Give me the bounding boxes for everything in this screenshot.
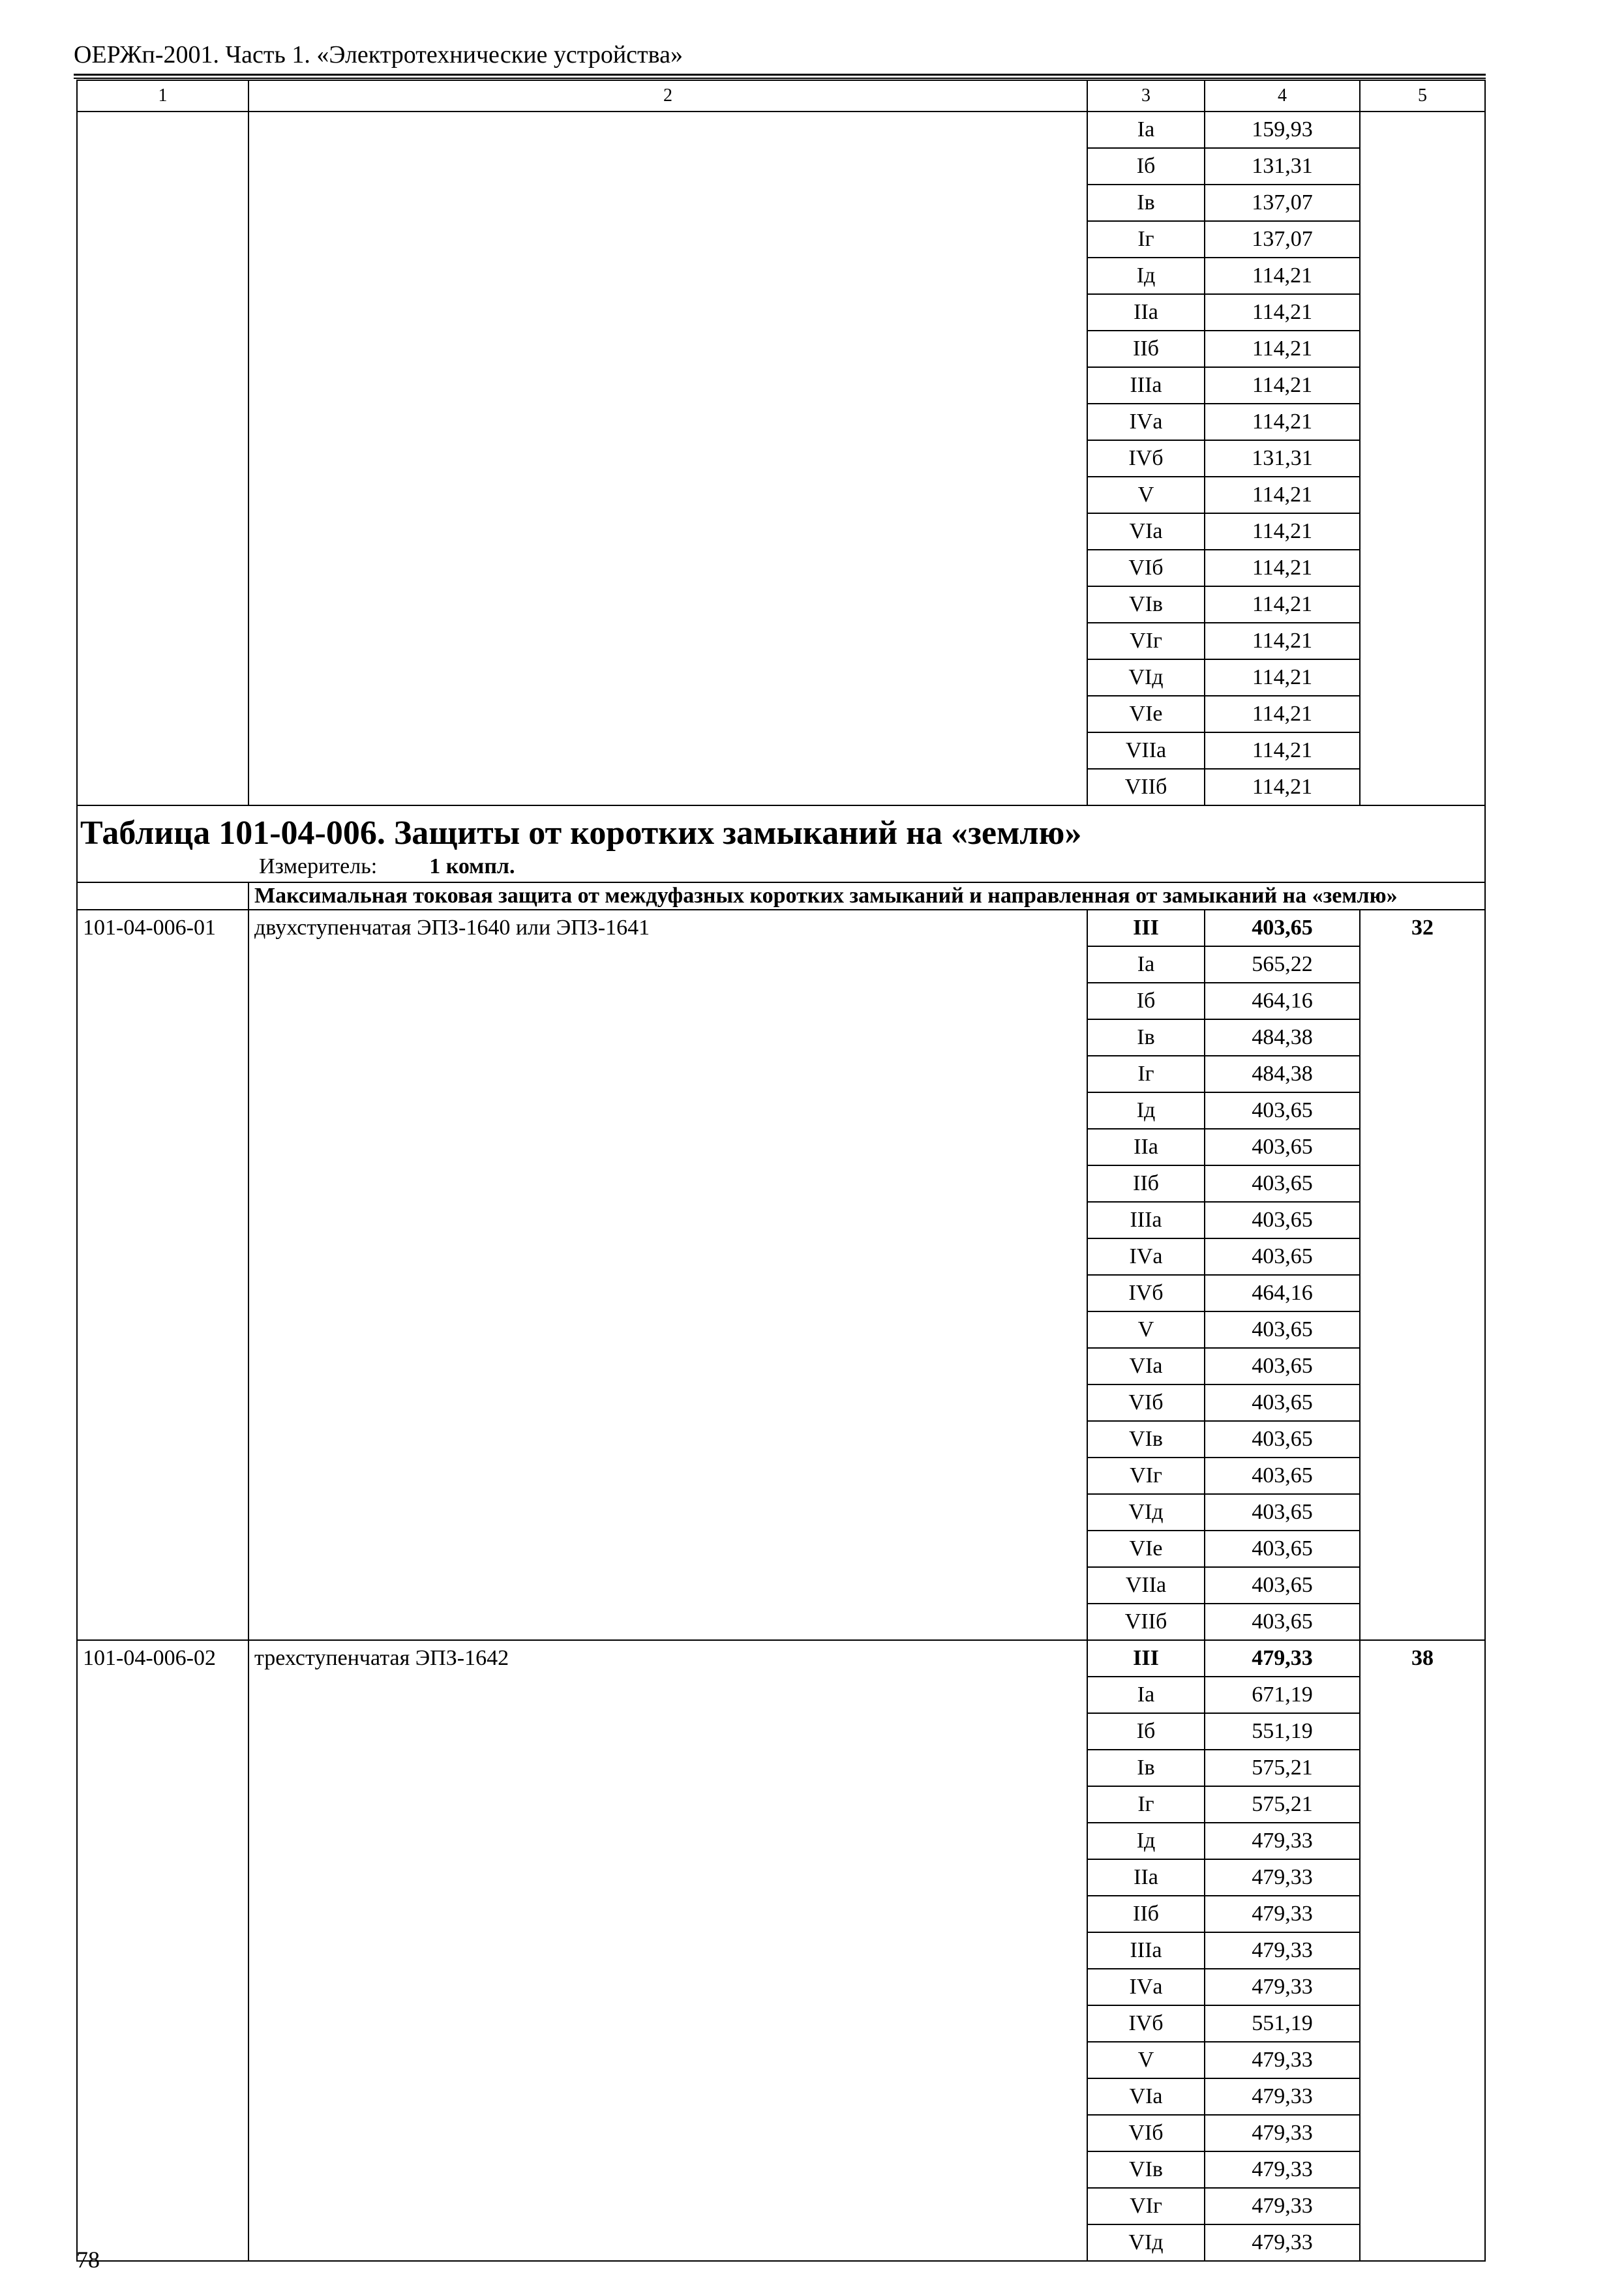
category-cell: Iг <box>1087 1786 1205 1823</box>
category-cell: V <box>1087 477 1205 513</box>
value-cell: 114,21 <box>1205 696 1360 732</box>
category-cell: VIг <box>1087 1458 1205 1494</box>
value-cell: 114,21 <box>1205 513 1360 550</box>
category-cell: Iа <box>1087 946 1205 983</box>
category-cell: IVа <box>1087 1238 1205 1275</box>
column-number-row <box>77 80 1485 112</box>
value-cell: 114,21 <box>1205 732 1360 769</box>
category-cell: IIб <box>1087 331 1205 367</box>
value-cell: 114,21 <box>1205 367 1360 404</box>
value-cell: 484,38 <box>1205 1019 1360 1056</box>
measure-value: 1 компл. <box>429 854 515 878</box>
category-cell: VIд <box>1087 1494 1205 1531</box>
category-cell: IVа <box>1087 404 1205 440</box>
item-code: 101-04-006-02 <box>77 1640 248 2261</box>
category-cell: IIIа <box>1087 1932 1205 1969</box>
value-cell: 403,65 <box>1205 1421 1360 1458</box>
value-cell: 114,21 <box>1205 586 1360 623</box>
category-cell: Iд <box>1087 1823 1205 1859</box>
category-cell: VIд <box>1087 2224 1205 2261</box>
value-cell: 479,33 <box>1205 1823 1360 1859</box>
value-cell: 137,07 <box>1205 221 1360 258</box>
value-cell: 479,33 <box>1205 2188 1360 2224</box>
empty-cell <box>77 882 248 910</box>
measure-line <box>78 850 1484 882</box>
value-cell: 565,22 <box>1205 946 1360 983</box>
category-cell: VIа <box>1087 513 1205 550</box>
category-cell: IVб <box>1087 440 1205 477</box>
value-cell: 484,38 <box>1205 1056 1360 1092</box>
value-cell: 575,21 <box>1205 1786 1360 1823</box>
category-cell: IIа <box>1087 1859 1205 1896</box>
category-cell: IIIа <box>1087 1202 1205 1238</box>
category-cell: V <box>1087 2042 1205 2078</box>
measure-label: Измеритель: <box>259 854 378 878</box>
category-cell: VIе <box>1087 1531 1205 1567</box>
item-name <box>248 112 1087 805</box>
column-number: 3 <box>1087 80 1205 112</box>
category-cell: VIб <box>1087 2115 1205 2151</box>
category-cell: IIб <box>1087 1165 1205 1202</box>
category-cell: VIд <box>1087 659 1205 696</box>
value-cell: 114,21 <box>1205 477 1360 513</box>
category-cell: Iв <box>1087 185 1205 221</box>
category-cell: IIIа <box>1087 367 1205 404</box>
value-cell: 479,33 <box>1205 2151 1360 2188</box>
category-cell: Iб <box>1087 1713 1205 1750</box>
page-number: 78 <box>76 2247 100 2273</box>
rates-table <box>76 80 1486 2262</box>
subheading-row <box>77 882 1485 910</box>
category-cell: Iд <box>1087 258 1205 294</box>
item-row <box>77 910 1485 946</box>
category-cell: VIб <box>1087 550 1205 586</box>
category-cell: VIа <box>1087 1348 1205 1384</box>
value-cell: 464,16 <box>1205 983 1360 1019</box>
value-cell: 114,21 <box>1205 331 1360 367</box>
value-cell: 479,33 <box>1205 1896 1360 1932</box>
category-cell: VIг <box>1087 623 1205 659</box>
value-cell: 403,65 <box>1205 910 1360 946</box>
item-name: двухступенчатая ЭПЗ-1640 или ЭПЗ-1641 <box>248 910 1087 1640</box>
value-cell: 114,21 <box>1205 623 1360 659</box>
col5-cell: 32 <box>1360 910 1485 1640</box>
item-row <box>77 1640 1485 1677</box>
item-code: 101-04-006-01 <box>77 910 248 1640</box>
category-cell: Iа <box>1087 1677 1205 1713</box>
category-cell: V <box>1087 1311 1205 1348</box>
value-cell: 114,21 <box>1205 404 1360 440</box>
category-cell: IVб <box>1087 1275 1205 1311</box>
table-title-row <box>77 805 1485 882</box>
subheading: Максимальная токовая защита от междуфазных коротких замыканий и направленная от замыканий на «землю» <box>248 882 1485 910</box>
column-number: 5 <box>1360 80 1485 112</box>
value-cell: 114,21 <box>1205 550 1360 586</box>
value-cell: 479,33 <box>1205 2042 1360 2078</box>
value-cell: 479,33 <box>1205 1932 1360 1969</box>
category-cell: IIа <box>1087 294 1205 331</box>
category-cell: Iв <box>1087 1019 1205 1056</box>
category-cell: VIа <box>1087 2078 1205 2115</box>
value-cell: 479,33 <box>1205 1640 1360 1677</box>
category-cell: IIб <box>1087 1896 1205 1932</box>
running-head: ОЕРЖп-2001. Часть 1. «Электротехнические устройства» <box>74 41 683 68</box>
value-cell: 479,33 <box>1205 2224 1360 2261</box>
value-cell: 479,33 <box>1205 1969 1360 2005</box>
col5-cell <box>1360 112 1485 805</box>
col5-cell: 38 <box>1360 1640 1485 2261</box>
category-cell: VIIб <box>1087 1604 1205 1640</box>
value-cell: 403,65 <box>1205 1604 1360 1640</box>
column-number: 4 <box>1205 80 1360 112</box>
item-name: трехступенчатая ЭПЗ-1642 <box>248 1640 1087 2261</box>
header-rule-thin <box>74 78 1486 79</box>
category-cell: VIIа <box>1087 1567 1205 1604</box>
category-cell: VIг <box>1087 2188 1205 2224</box>
value-cell: 403,65 <box>1205 1129 1360 1165</box>
value-cell: 114,21 <box>1205 258 1360 294</box>
value-cell: 403,65 <box>1205 1202 1360 1238</box>
continued-row <box>77 112 1485 148</box>
column-number: 1 <box>77 80 248 112</box>
header-rule <box>74 74 1486 76</box>
value-cell: 403,65 <box>1205 1238 1360 1275</box>
value-cell: 131,31 <box>1205 440 1360 477</box>
category-cell: VIв <box>1087 1421 1205 1458</box>
category-cell: VIб <box>1087 1384 1205 1421</box>
value-cell: 114,21 <box>1205 294 1360 331</box>
value-cell: 403,65 <box>1205 1494 1360 1531</box>
value-cell: 114,21 <box>1205 659 1360 696</box>
table-title: Таблица 101-04-006. Защиты от коротких замыканий на «землю» <box>80 815 1082 852</box>
column-number: 2 <box>248 80 1087 112</box>
category-cell: Iг <box>1087 221 1205 258</box>
value-cell: 403,65 <box>1205 1567 1360 1604</box>
value-cell: 159,93 <box>1205 112 1360 148</box>
value-cell: 479,33 <box>1205 1859 1360 1896</box>
category-cell: VIв <box>1087 586 1205 623</box>
value-cell: 403,65 <box>1205 1384 1360 1421</box>
category-cell: VIIб <box>1087 769 1205 805</box>
category-cell: Iб <box>1087 148 1205 185</box>
value-cell: 403,65 <box>1205 1311 1360 1348</box>
value-cell: 403,65 <box>1205 1092 1360 1129</box>
item-code <box>77 112 248 805</box>
value-cell: 575,21 <box>1205 1750 1360 1786</box>
value-cell: 464,16 <box>1205 1275 1360 1311</box>
category-cell: IVа <box>1087 1969 1205 2005</box>
category-cell: Iд <box>1087 1092 1205 1129</box>
value-cell: 551,19 <box>1205 1713 1360 1750</box>
value-cell: 131,31 <box>1205 148 1360 185</box>
category-cell: VIе <box>1087 696 1205 732</box>
value-cell: 403,65 <box>1205 1458 1360 1494</box>
value-cell: 671,19 <box>1205 1677 1360 1713</box>
value-cell: 479,33 <box>1205 2115 1360 2151</box>
category-cell: Iв <box>1087 1750 1205 1786</box>
value-cell: 479,33 <box>1205 2078 1360 2115</box>
value-cell: 137,07 <box>1205 185 1360 221</box>
value-cell: 403,65 <box>1205 1531 1360 1567</box>
category-cell: Iб <box>1087 983 1205 1019</box>
table-title-cell <box>77 805 1485 882</box>
value-cell: 551,19 <box>1205 2005 1360 2042</box>
category-cell: IIа <box>1087 1129 1205 1165</box>
rates-table-body <box>77 80 1485 2261</box>
value-cell: 403,65 <box>1205 1165 1360 1202</box>
category-cell: IVб <box>1087 2005 1205 2042</box>
value-cell: 114,21 <box>1205 769 1360 805</box>
category-cell: III <box>1087 910 1205 946</box>
category-cell: III <box>1087 1640 1205 1677</box>
category-cell: VIв <box>1087 2151 1205 2188</box>
category-cell: Iг <box>1087 1056 1205 1092</box>
category-cell: VIIа <box>1087 732 1205 769</box>
value-cell: 403,65 <box>1205 1348 1360 1384</box>
category-cell: Iа <box>1087 112 1205 148</box>
